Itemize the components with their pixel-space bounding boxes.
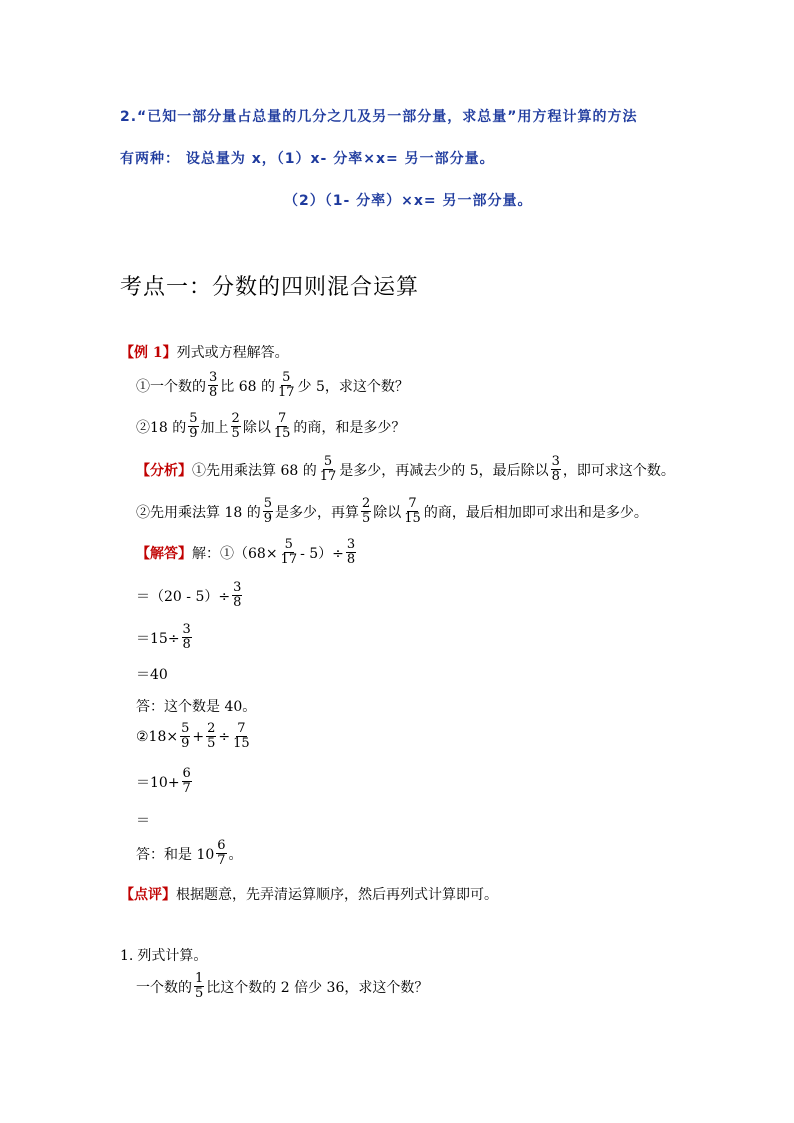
comment-tag: 【点评】: [120, 887, 176, 903]
text: 解：①（68×: [192, 545, 278, 562]
fraction: $\frac{7}{15}$: [273, 411, 291, 441]
fraction: $\frac{3}{8}$: [182, 622, 191, 652]
exercise-question: [136, 972, 428, 1001]
exercise-number: 1.: [120, 948, 134, 964]
solution-line-3: [136, 623, 194, 652]
text: ②先用乘法算 18 的: [136, 504, 261, 521]
question-1: [136, 371, 409, 400]
fraction: $\frac{5}{17}$: [280, 537, 298, 567]
text: 是多少，再算: [275, 504, 359, 521]
fraction: $\frac{3}{8}$: [233, 580, 242, 610]
text: 少 5，求这个数？: [297, 378, 409, 395]
text: 除以: [373, 504, 402, 521]
solution-line-1: [136, 538, 358, 567]
text: 比 68 的: [220, 378, 275, 395]
solution-line-7: [136, 767, 194, 796]
text: 的商，和是多少？: [293, 419, 406, 436]
text: 加上: [200, 419, 229, 436]
fraction: $\frac{5}{17}$: [319, 454, 337, 484]
comment: [120, 884, 498, 904]
text: ＝10+: [136, 774, 180, 791]
fraction: $\frac{2}{5}$: [231, 411, 240, 441]
fraction: $\frac{1}{5}$: [195, 971, 204, 1001]
solution-line-6: [136, 722, 253, 751]
solution-answer-1: 答：这个数是 40。: [136, 699, 257, 715]
example-tag: 【例 1】: [120, 345, 177, 361]
text: ÷: [218, 728, 231, 745]
fraction: $\frac{5}{9}$: [181, 721, 190, 751]
fraction: $\frac{5}{9}$: [263, 496, 272, 526]
exercise-label: 列式计算。: [137, 948, 208, 964]
solution-line-2: [136, 581, 244, 610]
intro-line-3: （2）（1- 分率）×x= 另一部分量。: [284, 193, 533, 209]
solution-line-8: ＝: [136, 813, 150, 829]
analysis-tag: 【分析】: [136, 462, 192, 479]
text: 是多少，再减去少的 5，最后除以: [339, 462, 549, 479]
fraction: $\frac{2}{5}$: [362, 496, 371, 526]
solution-line-4: ＝40: [136, 667, 168, 683]
example-prompt: 列式或方程解答。: [176, 345, 289, 361]
fraction: $\frac{3}{8}$: [346, 537, 356, 567]
text: 除以: [242, 419, 271, 436]
text: ＝15÷: [136, 630, 180, 647]
fraction: $\frac{5}{17}$: [278, 370, 295, 400]
fraction: $\frac{3}{8}$: [551, 454, 560, 484]
question-2: [136, 412, 405, 441]
text: 。: [228, 846, 243, 863]
text: ②18×: [136, 728, 179, 745]
solution-tag: 【解答】: [136, 545, 192, 562]
fraction: $\frac{6}{7}$: [217, 838, 226, 868]
intro-line-2: 有两种： 设总量为 x，（1）x- 分率×x= 另一部分量。: [120, 151, 495, 167]
fraction: $\frac{3}{8}$: [209, 370, 218, 400]
fraction: $\frac{5}{9}$: [189, 411, 198, 441]
text: +: [192, 728, 205, 745]
intro-line-1: 2.“已知一部分量占总量的几分之几及另一部分量，求总量”用方程计算的方法: [120, 109, 638, 125]
fraction: $\frac{7}{15}$: [233, 721, 250, 751]
solution-answer-2: [136, 839, 243, 868]
fraction: $\frac{2}{5}$: [207, 721, 216, 751]
exercise-title: [120, 945, 207, 965]
fraction: $\frac{7}{15}$: [404, 496, 421, 526]
text: 答：和是 10: [136, 846, 215, 863]
text: ＝（20 - 5）÷: [136, 588, 231, 605]
text: 比这个数的 2 倍少 36，求这个数？: [206, 979, 429, 996]
text: - 5）÷: [300, 545, 344, 562]
example-header: [120, 342, 289, 362]
text: 的商，最后相加即可求出和是多少。: [423, 504, 648, 521]
analysis-2: [136, 497, 648, 526]
analysis-1: [136, 455, 675, 484]
section-title: 考点一：分数的四则混合运算: [120, 275, 420, 300]
text: ，即可求这个数。: [562, 462, 675, 479]
text: ②18 的: [136, 419, 187, 436]
text: ①一个数的: [136, 378, 206, 395]
comment-text: 根据题意，先弄清运算顺序，然后再列式计算即可。: [176, 887, 498, 903]
text: 一个数的: [136, 979, 192, 996]
text: ①先用乘法算 68 的: [192, 462, 317, 479]
fraction: $\frac{6}{7}$: [182, 766, 191, 796]
